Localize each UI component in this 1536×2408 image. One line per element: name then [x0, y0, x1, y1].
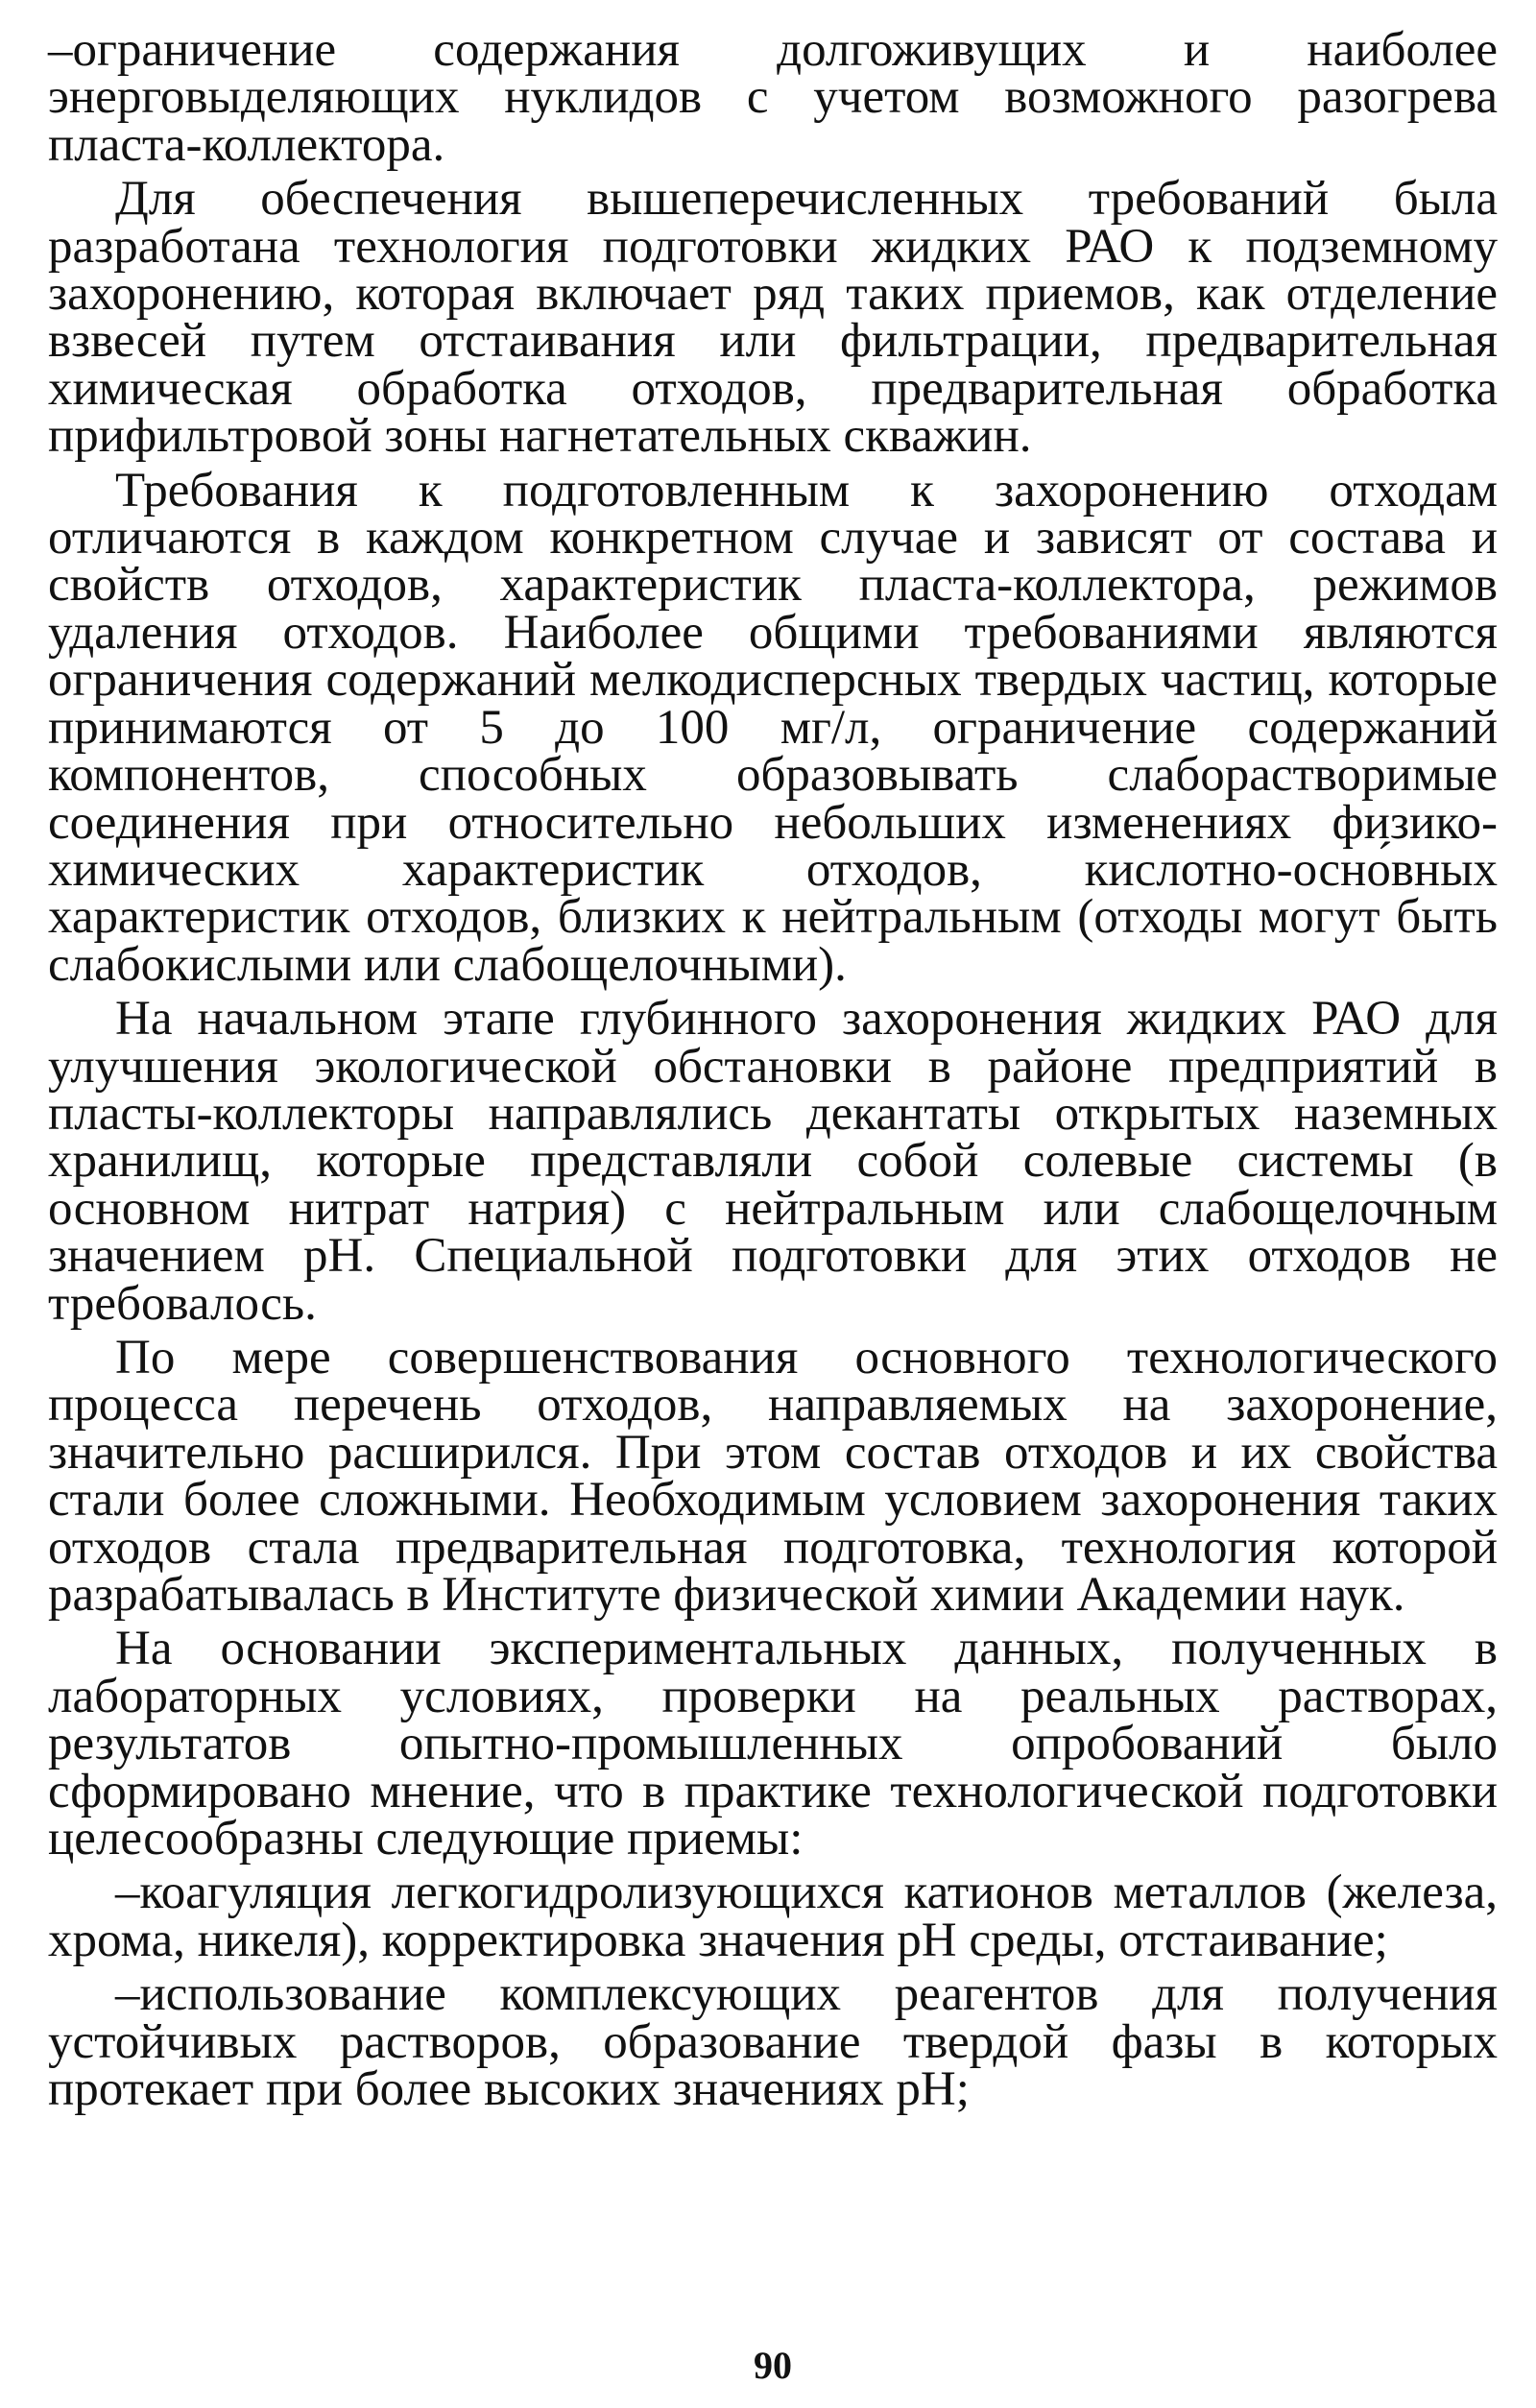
document-body [48, 23, 1498, 2117]
paragraph-6: На основании экспериментальных данных, полученных в лабораторных условиях, проверки на реальных растворах, результатов опытно-промышленных опробований было сформировано мнение, что в практике технологической подготовки целесообразны следующие приемы: [48, 1622, 1498, 1866]
document-page [48, 23, 1498, 2389]
paragraph-1: –ограничение содержания долгоживущих и наиболее энерговыделяющих нуклидов с учетом возможного разогрева пласта-коллектора. [48, 23, 1498, 172]
paragraph-2: Для обеспечения вышеперечисленных требований была разработана технология подготовки жидких РАО к подземному захоронению, которая включает ряд таких приемов, как отделение взвесей путем отстаивания или фильтрации, предварительная химическая обработка отходов, предварительная обработка прифильтровой зоны нагнетательных скважин. [48, 172, 1498, 464]
paragraph-4: На начальном этапе глубинного захоронения жидких РАО для улучшения экологической обстановки в районе предприятий в пласты-коллекторы направлялись декантаты открытых наземных хранилищ, которые представляли собой солевые системы (в основном нитрат натрия) с нейтральным или слабощелочным значением pH. Специальной подготовки для этих отходов не требовалось. [48, 992, 1498, 1331]
paragraph-8: –использование комплексующих реагентов для получения устойчивых растворов, образование твердой фазы в которых протекает при более высоких значениях pH; [48, 1967, 1498, 2117]
paragraph-3: Требования к подготовленным к захоронению отходам отличаются в каждом конкретном случае и зависят от состава и свойств отходов, характеристик пласта-коллектора, режимов удаления отходов. Наиболее общими требованиями являются ограничения содержаний мелкодисперсных твердых частиц, которые принимаются от 5 до 100 мг/л, ограничение содержаний компонентов, способных образовывать слаборастворимые соединения при относительно небольших изменениях физико-химических характеристик отходов, кислотно-осно́вных характеристик отходов, близких к нейтральным (отходы могут быть слабокислыми или слабощелочными). [48, 463, 1498, 992]
paragraph-5: По мере совершенствования основного технологического процесса перечень отходов, направляемых на захоронение, значительно расширился. При этом состав отходов и их свойства стали более сложными. Необходимым условием захоронения таких отходов стала предварительная подготовка, технология которой разрабатывалась в Институте физической химии Академии наук. [48, 1330, 1498, 1622]
page-number: 90 [754, 2344, 792, 2387]
paragraph-7: –коагуляция легкогидролизующихся катионов металлов (железа, хрома, никеля), корректировка значения pH среды, отстаивание; [48, 1866, 1498, 1967]
